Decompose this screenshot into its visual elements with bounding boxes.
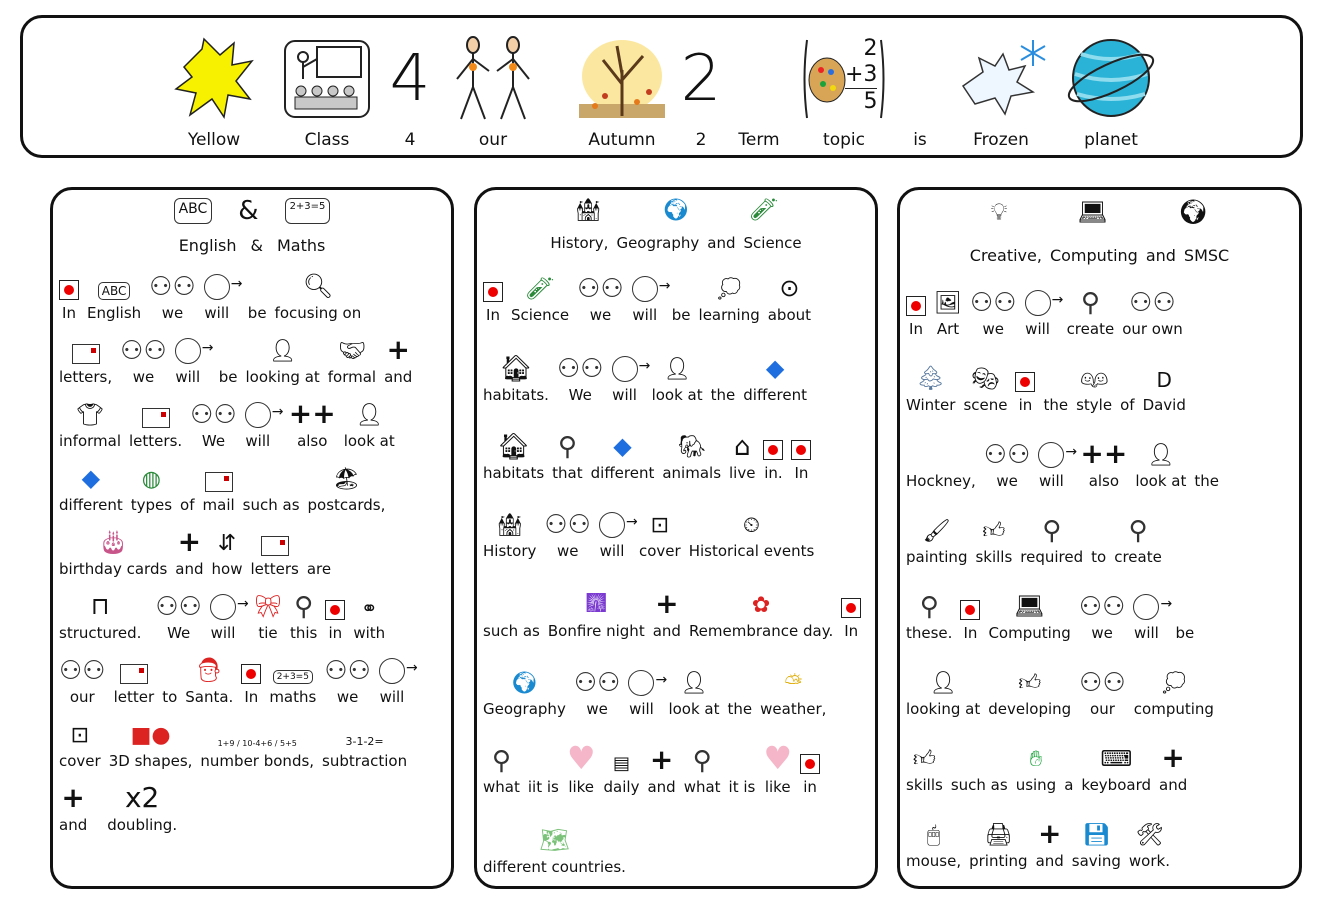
- skills-icon: 👍︎: [982, 519, 1006, 544]
- about-icon: ⊙: [779, 274, 800, 302]
- we-icon: ⚇⚇: [190, 400, 237, 430]
- col1-row-8: ⊡ cover ■● 3D shapes, 1+9 / 10-4+6 / 5+5 number bonds, 3-1-2= subtraction: [59, 723, 408, 770]
- create-icon: ⚲: [1080, 288, 1100, 318]
- header-banner: [20, 15, 1303, 158]
- in-icon: [791, 440, 811, 460]
- in-icon: [1015, 372, 1035, 392]
- in-icon: [841, 598, 861, 618]
- keyboard-icon: ⌨︎: [1100, 747, 1133, 772]
- weather-icon: ⛅︎: [784, 671, 803, 696]
- science-icon: 🧪︎: [749, 198, 778, 223]
- number-bonds-icon: 1+9 / 10-4+6 / 5+5: [217, 739, 297, 748]
- cover-icon: ⊡: [650, 513, 670, 538]
- how-icon: ⇵: [217, 531, 237, 556]
- number-2-text: 2: [680, 42, 722, 116]
- habitat-icon: 🏠︎: [499, 354, 533, 384]
- col3-row-3: Hockney, ⚇⚇ we → will ++ also 👤︎ look at the: [906, 432, 1293, 490]
- informal-tshirt-icon: 👕︎: [76, 403, 104, 428]
- topic-sum: 2 +3 5: [845, 36, 878, 114]
- col1-heading-icons: [53, 198, 451, 224]
- maths-icon: 2+3=5: [285, 198, 331, 224]
- class-teacher-icon: [283, 39, 371, 119]
- letter-icon: [72, 344, 100, 364]
- people-pair-icon: [451, 35, 535, 123]
- history-icon: 🏰︎: [574, 198, 603, 223]
- mouse-icon: 🖱︎: [926, 823, 941, 848]
- work-icon: 🛠︎: [1135, 823, 1164, 848]
- col2-row-4: 🏰︎ History ⚇⚇ we → will ⊡ cover ⏲︎ Historical events: [483, 502, 869, 560]
- different-icon: ◆: [613, 432, 632, 460]
- will-clock-icon: [245, 402, 271, 428]
- header-item-autumn: [573, 34, 671, 150]
- plus-icon: +: [177, 525, 202, 558]
- look-face-icon: 👤︎: [663, 357, 692, 382]
- look-face-icon: 👤︎: [680, 671, 708, 696]
- will-clock-icon: [175, 338, 201, 364]
- developing-icon: 👍︎: [1018, 671, 1042, 696]
- like-heart-icon: ♥: [566, 739, 596, 777]
- cover-icon: ⊡: [70, 723, 90, 748]
- abc-icon: ABC: [174, 198, 213, 224]
- header-label: Class: [304, 130, 350, 150]
- magnifier-icon: 🔍︎: [302, 272, 334, 300]
- in-icon: [960, 600, 980, 620]
- plus-icon: +: [1161, 741, 1185, 774]
- col2-row-2: 🏠︎ habitats. ⚇⚇ We → will 👤︎ look at the ◆ different: [483, 346, 869, 404]
- plus-icon: +: [386, 333, 410, 366]
- col3-heading-icons: [900, 198, 1299, 226]
- mail-icon: [205, 472, 233, 492]
- we-icon: ⚇⚇: [149, 272, 196, 302]
- scene-icon: 🎭︎: [971, 367, 1000, 392]
- col2-row-7: ⚲ what iit is ♥ like ▤ daily + and ⚲ what it is ♥ like in: [483, 738, 869, 796]
- laptop-icon: 💻︎: [1014, 592, 1045, 620]
- also-plusplus-icon: ++: [1080, 437, 1128, 470]
- live-house-icon: ⌂: [733, 432, 751, 462]
- our-icon: ⚇⚇: [59, 656, 106, 686]
- header-item-our: [447, 34, 539, 150]
- that-icon: ⚲: [557, 432, 577, 462]
- will-clock-icon: [612, 356, 638, 382]
- daily-icon: ▤: [612, 753, 630, 774]
- will-clock-icon: [1038, 442, 1064, 468]
- header-item-term: [729, 34, 789, 150]
- col2-row-1: In 🧪︎ Science ⚇⚇ we → will be 💭︎ learning ⊙ about: [483, 266, 869, 324]
- col3-row-8: 🖱︎ mouse, 🖨︎ printing + and 💾︎ saving 🛠︎ work.: [906, 817, 1170, 870]
- santa-icon: 🎅︎: [194, 656, 225, 684]
- winter-tree-icon: 🌲︎: [915, 364, 946, 392]
- col2-heading: History, Geography and Science: [550, 234, 802, 252]
- col2-heading-icons: [477, 198, 875, 223]
- we-icon: ⚇⚇: [1078, 592, 1126, 622]
- save-disk-icon: 💾︎: [1082, 823, 1111, 848]
- habitat-icon: 🏠︎: [497, 432, 531, 462]
- in-icon: [241, 664, 261, 684]
- letter-icon: [261, 536, 289, 556]
- look-face-icon: 👤︎: [268, 339, 297, 364]
- we-icon: ⚇⚇: [577, 274, 624, 304]
- poppy-icon: ✿: [751, 593, 771, 618]
- history-geography-science-panel: [474, 187, 878, 889]
- col3-row-4: 🖌︎ painting 👍︎ skills ⚲ required to ⚲ create: [906, 516, 1162, 566]
- in-icon: [800, 754, 820, 774]
- col3-heading: Creative, Computing and SMSC: [969, 246, 1230, 265]
- col3-row-1: In 🖼︎ Art ⚇⚇ we → will ⚲ create ⚇⚇ our own: [906, 280, 1293, 338]
- header-label: Frozen: [973, 130, 1029, 150]
- postcard-icon: 🏖︎: [332, 467, 361, 492]
- header-item-topic: [799, 34, 889, 150]
- our-icon: ⚇⚇: [1079, 668, 1126, 698]
- will-clock-icon: [1133, 594, 1159, 620]
- col1-row-6: ⊓ structured. ⚇⚇ We → will 🎀︎ tie ⚲ this in ⚭ with: [59, 584, 445, 642]
- we-icon: ⚇⚇: [155, 592, 202, 622]
- tie-bow-icon: 🎀︎: [254, 595, 282, 620]
- col2-row-6: 🌍︎ Geography ⚇⚇ we → will 👤︎ look at the ⛅︎ weather,: [483, 660, 869, 718]
- our-own-icon: ⚇⚇: [1129, 288, 1176, 318]
- col1-row-3: 👕︎ informal letters. ⚇⚇ We → will ++ also 👤︎ look at: [59, 392, 445, 450]
- animals-icon: 🐘︎: [677, 435, 706, 460]
- col1-row-9: + and x2 doubling.: [59, 781, 178, 834]
- like-heart-icon: ♥: [763, 739, 793, 777]
- david-icon: D: [1156, 368, 1172, 392]
- creative-idea-icon: 💡︎: [990, 198, 1008, 226]
- col1-row-2: letters, ⚇⚇ we → will be 👤︎ looking at 🤝︎ formal + and: [59, 328, 445, 386]
- header-label: is: [913, 130, 927, 150]
- we-icon: ⚇⚇: [324, 656, 371, 686]
- learning-head-icon: 💭︎: [715, 277, 744, 302]
- planet-icon: [1063, 34, 1159, 124]
- in-icon: [325, 600, 345, 620]
- birthday-card-icon: 🎂︎: [97, 528, 129, 556]
- header-label: 2: [695, 130, 707, 150]
- we-icon: ⚇⚇: [573, 668, 621, 698]
- computing-thought-icon: 💭︎: [1159, 671, 1188, 696]
- header-item-4: [385, 34, 435, 150]
- col1-row-5: 🎂︎ birthday cards + and ⇵ how letters are: [59, 525, 332, 578]
- smsc-icon: 🌍︎: [1177, 198, 1209, 226]
- formal-handshake-icon: 🤝︎: [337, 339, 366, 364]
- will-clock-icon: [210, 594, 236, 620]
- header-item-is: [903, 34, 937, 150]
- different-icon: ◆: [765, 354, 785, 382]
- we-icon: ⚇⚇: [969, 288, 1017, 318]
- we-icon: ⚇⚇: [556, 354, 604, 384]
- in-icon: [763, 440, 783, 460]
- yellow-splash-icon: [174, 37, 254, 121]
- header-label: Autumn: [588, 130, 656, 150]
- col2-row-8: 🗺︎ different countries.: [483, 826, 626, 876]
- header-item-2: [678, 34, 724, 150]
- english-maths-panel: [50, 187, 454, 889]
- will-clock-icon: [379, 658, 405, 684]
- col2-row-5: such as 🎆︎ Bonfire night + and ✿ Remembrance day. In: [483, 582, 869, 640]
- globe-icon: 🌍︎: [510, 671, 539, 696]
- col3-row-7: 👍︎ skills such as ✋︎ using a ⌨︎ keyboard + and: [906, 741, 1188, 794]
- types-shapes-icon: ◍: [141, 467, 161, 492]
- fireworks-icon: 🎆︎: [586, 590, 606, 618]
- col1-row-1: In ABC English ⚇⚇ we → will be 🔍︎ focusing on: [59, 264, 445, 322]
- col1-row-4: ◆ different ◍ types of mail such as 🏖︎ postcards,: [59, 464, 386, 514]
- historical-events-icon: ⏲︎: [742, 513, 761, 538]
- painting-icon: 🖌︎: [922, 519, 951, 544]
- maths-icon: 2+3=5: [273, 670, 313, 684]
- history-icon: 🏰︎: [495, 513, 524, 538]
- different-icon: ◆: [81, 464, 101, 492]
- header-label: 4: [404, 130, 416, 150]
- we-icon: ⚇⚇: [983, 440, 1031, 470]
- what-icon: ⚲: [692, 746, 712, 776]
- in-icon: [483, 282, 503, 302]
- header-item-class: [281, 34, 373, 150]
- we-icon: ⚇⚇: [544, 510, 591, 540]
- structure-icon: ⊓: [90, 592, 110, 620]
- abc-icon: ABC: [98, 282, 131, 300]
- look-face-icon: 👤︎: [1146, 443, 1175, 468]
- will-clock-icon: [1025, 290, 1051, 316]
- will-clock-icon: [632, 276, 658, 302]
- look-face-icon: 👤︎: [355, 403, 384, 428]
- autumn-tree-icon: [575, 36, 669, 122]
- col2-row-3: 🏠︎ habitats ⚲ that ◆ different 🐘︎ animals ⌂ live in. In: [483, 424, 869, 482]
- look-face-icon: 👤︎: [929, 671, 958, 696]
- x2-icon: x2: [124, 781, 160, 814]
- header-label: planet: [1084, 130, 1138, 150]
- col1-heading: English & Maths: [178, 236, 326, 255]
- col3-row-5: ⚲ these. In 💻︎ Computing ⚇⚇ we → will be: [906, 584, 1293, 642]
- style-icon: 👫︎: [1080, 367, 1109, 392]
- will-clock-icon: [204, 274, 230, 300]
- globe-icon: 🌍︎: [662, 198, 690, 223]
- countries-icon: 🗺︎: [539, 826, 570, 854]
- header-item-frozen: [953, 34, 1049, 150]
- subtraction-icon: 3-1-2=: [345, 735, 384, 748]
- plus-icon: +: [1037, 817, 1062, 850]
- we-icon: ⚇⚇: [120, 336, 167, 366]
- header-label: Yellow: [187, 130, 241, 150]
- science-icon: 🧪︎: [526, 277, 555, 302]
- with-rings-icon: ⚭: [360, 596, 378, 620]
- header-label: our: [478, 130, 508, 150]
- what-icon: ⚲: [491, 746, 511, 776]
- ampersand-icon: &: [238, 196, 259, 226]
- will-clock-icon: [599, 512, 625, 538]
- col3-row-2: 🌲︎ Winter 🎭︎ scene in the 👫︎ style of D David: [906, 364, 1186, 414]
- header-item-planet: [1063, 34, 1159, 150]
- creative-computing-smsc-panel: [897, 187, 1302, 889]
- using-icon: ✋︎: [1029, 747, 1043, 772]
- in-icon: [59, 280, 79, 300]
- printer-icon: 🖨︎: [984, 823, 1013, 848]
- plus-icon: +: [61, 781, 85, 814]
- skills-icon: 👍︎: [912, 747, 936, 772]
- art-icon: 🖼︎: [934, 291, 962, 316]
- number-4-text: 4: [389, 42, 431, 116]
- letter-icon: [120, 664, 148, 684]
- frozen-leaf-icon: [953, 36, 1049, 122]
- plus-icon: +: [649, 743, 674, 776]
- plus-icon: +: [655, 587, 679, 620]
- this-icon: ⚲: [294, 592, 314, 622]
- col1-row-7: ⚇⚇ our letter to 🎅︎ Santa. In 2+3=5 maths ⚇⚇ we → will: [59, 648, 445, 706]
- create-icon: ⚲: [1128, 516, 1148, 546]
- laptop-icon: 💻︎: [1077, 198, 1108, 226]
- will-clock-icon: [628, 670, 654, 696]
- col3-row-6: 👤︎ looking at 👍︎ developing ⚇⚇ our 💭︎ computing: [906, 668, 1214, 718]
- header-item-yellow: [169, 34, 259, 150]
- header-label: Term: [738, 130, 780, 150]
- letter-icon: [142, 408, 170, 428]
- these-icon: ⚲: [919, 592, 939, 622]
- in-icon: [906, 296, 926, 316]
- 3d-shapes-icon: ■●: [130, 723, 171, 748]
- header-label: topic: [823, 130, 865, 150]
- also-plusplus-icon: ++: [288, 397, 336, 430]
- required-icon: ⚲: [1042, 516, 1062, 546]
